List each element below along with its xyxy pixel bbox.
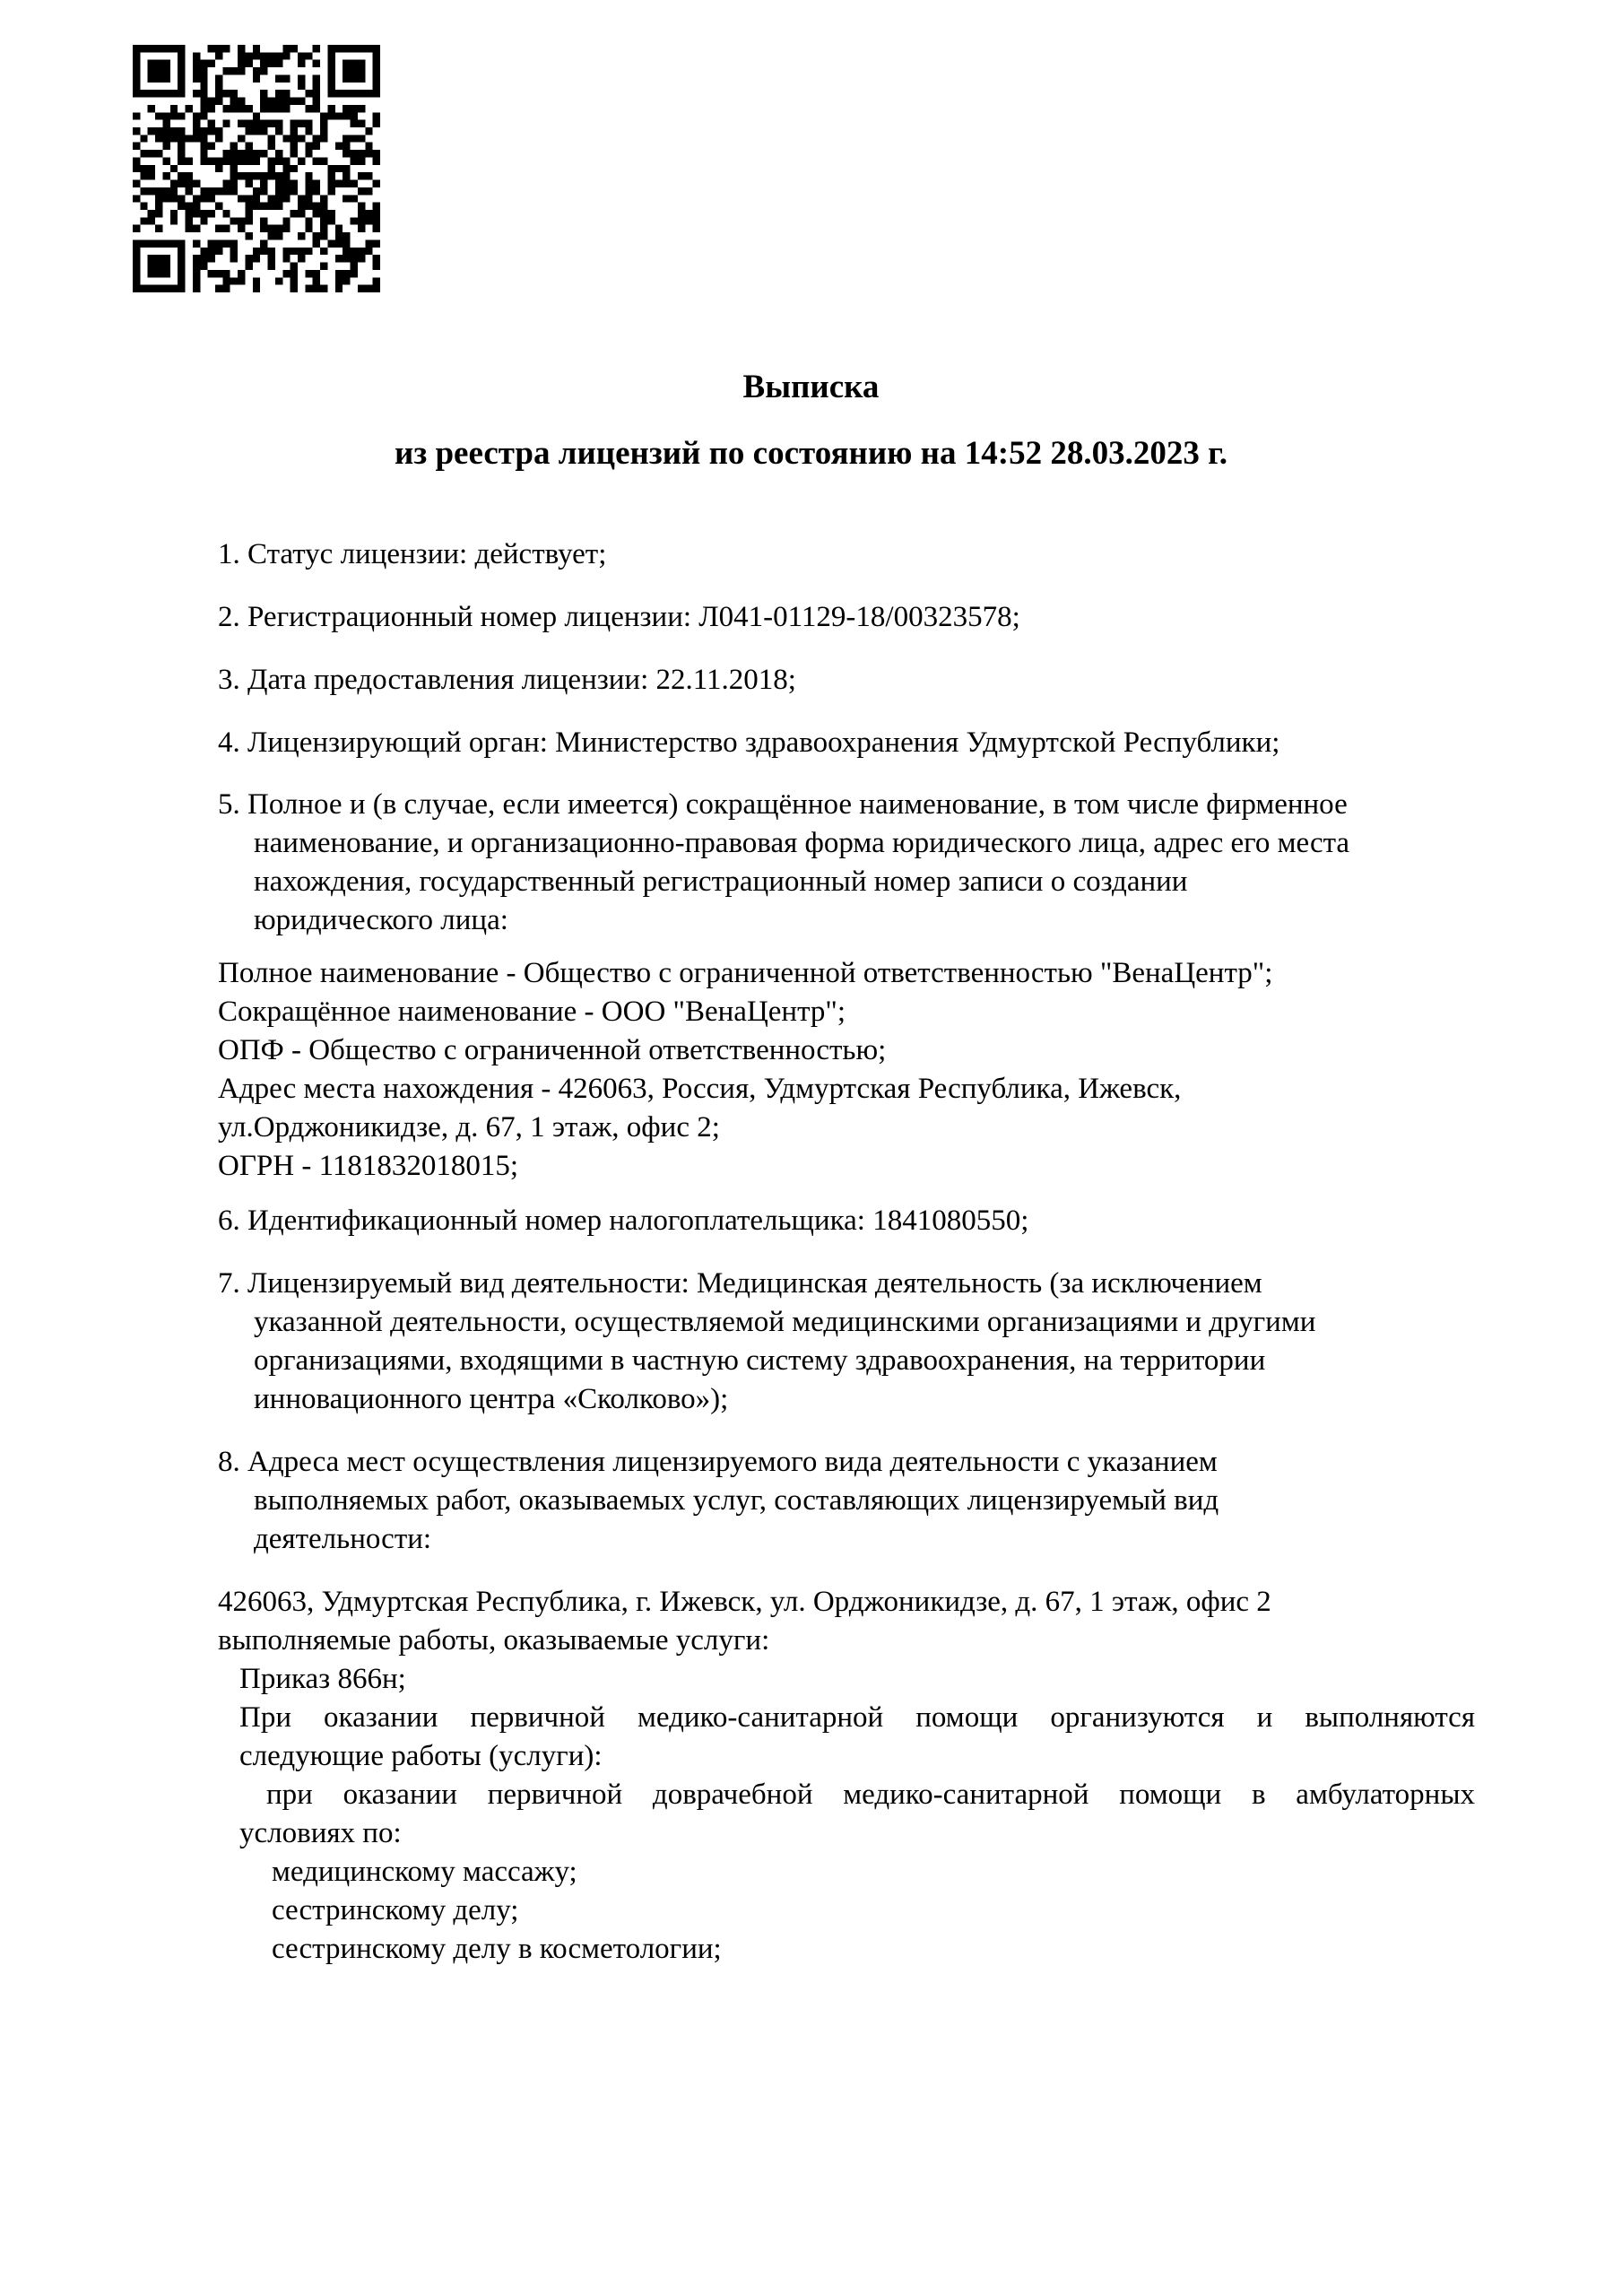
text-line: инновационного центра «Сколково»);	[254, 1383, 729, 1415]
license-date: 3. Дата предоставления лицензии: 22.11.2018;	[218, 664, 796, 696]
org-name-item	[218, 786, 1349, 940]
list-item: сестринскому делу;	[272, 1894, 519, 1926]
text-line: наименование, и организационно-правовая форма юридического лица, адрес его места	[254, 827, 1350, 859]
license-status: 1. Статус лицензии: действует;	[218, 538, 607, 570]
activity-item	[218, 1265, 1315, 1419]
text-line: указанной деятельности, осуществляемой медицинскими организациями и другими	[254, 1306, 1316, 1338]
list-item: сестринскому делу в косметологии;	[272, 1933, 722, 1965]
document-subtitle: из реестра лицензий по состоянию на 14:52 28.03.2023 г.	[395, 435, 1227, 472]
license-reg-number: 2. Регистрационный номер лицензии: Л041-01129-18/00323578;	[218, 601, 1020, 633]
inn: 6. Идентификационный номер налогоплательщика: 1841080550;	[218, 1205, 1029, 1237]
document-title: Выписка	[742, 369, 880, 405]
text-line: 5. Полное и (в случае, если имеется) сокращённое наименование, в том числе фирменное	[218, 788, 1348, 821]
org-legal-form: ОПФ - Общество с ограниченной ответственностью;	[218, 1034, 887, 1066]
text-line: деятельности:	[254, 1523, 432, 1555]
org-short-name: Сокращённое наименование - ООО "ВенаЦентр";	[218, 996, 846, 1028]
org-full-name: Полное наименование - Общество с ограниченной ответственностью "ВенаЦентр";	[218, 957, 1273, 989]
list-item: медицинскому массажу;	[272, 1856, 577, 1888]
text-line: юридического лица:	[254, 904, 508, 936]
org-ogrn: ОГРН - 1181832018015;	[218, 1150, 519, 1182]
text-line: 7. Лицензируемый вид деятельности: Медицинская деятельность (за исключением	[218, 1267, 1262, 1300]
text-line: при оказании первичной доврачебной медико-санитарной помощи в амбулаторных	[266, 1779, 1475, 1811]
text-line: условиях по:	[239, 1817, 402, 1849]
org-details	[218, 954, 1272, 1186]
order-line: Приказ 866н;	[239, 1663, 406, 1695]
text-line: следующие работы (услуги):	[239, 1740, 603, 1772]
text-line: При оказании первичной медико-санитарной помощи организуются и выполняются	[239, 1701, 1475, 1734]
text-line: организациями, входящими в частную систему здравоохранения, на территории	[254, 1344, 1266, 1377]
text-line: 8. Адреса мест осуществления лицензируемого вида деятельности с указанием	[218, 1446, 1218, 1478]
text-line: нахождения, государственный регистрационный номер записи о создании	[254, 865, 1188, 898]
works-label: выполняемые работы, оказываемые услуги:	[218, 1624, 770, 1657]
license-authority: 4. Лицензирующий орган: Министерство здравоохранения Удмуртской Республики;	[218, 726, 1280, 759]
addresses-item	[218, 1443, 1219, 1559]
qr-modules	[133, 45, 380, 292]
text-line: выполняемых работ, оказываемых услуг, составляющих лицензируемый вид	[254, 1484, 1219, 1517]
org-address-cont: ул.Орджоникидзе, д. 67, 1 этаж, офис 2;	[218, 1111, 720, 1144]
org-address: Адрес места нахождения - 426063, Россия, Удмуртская Республика, Ижевск,	[218, 1073, 1182, 1105]
service-address: 426063, Удмуртская Республика, г. Ижевск, ул. Орджоникидзе, д. 67, 1 этаж, офис 2	[218, 1586, 1271, 1618]
services-block	[218, 1583, 1475, 1969]
qr-code-icon	[133, 45, 380, 292]
